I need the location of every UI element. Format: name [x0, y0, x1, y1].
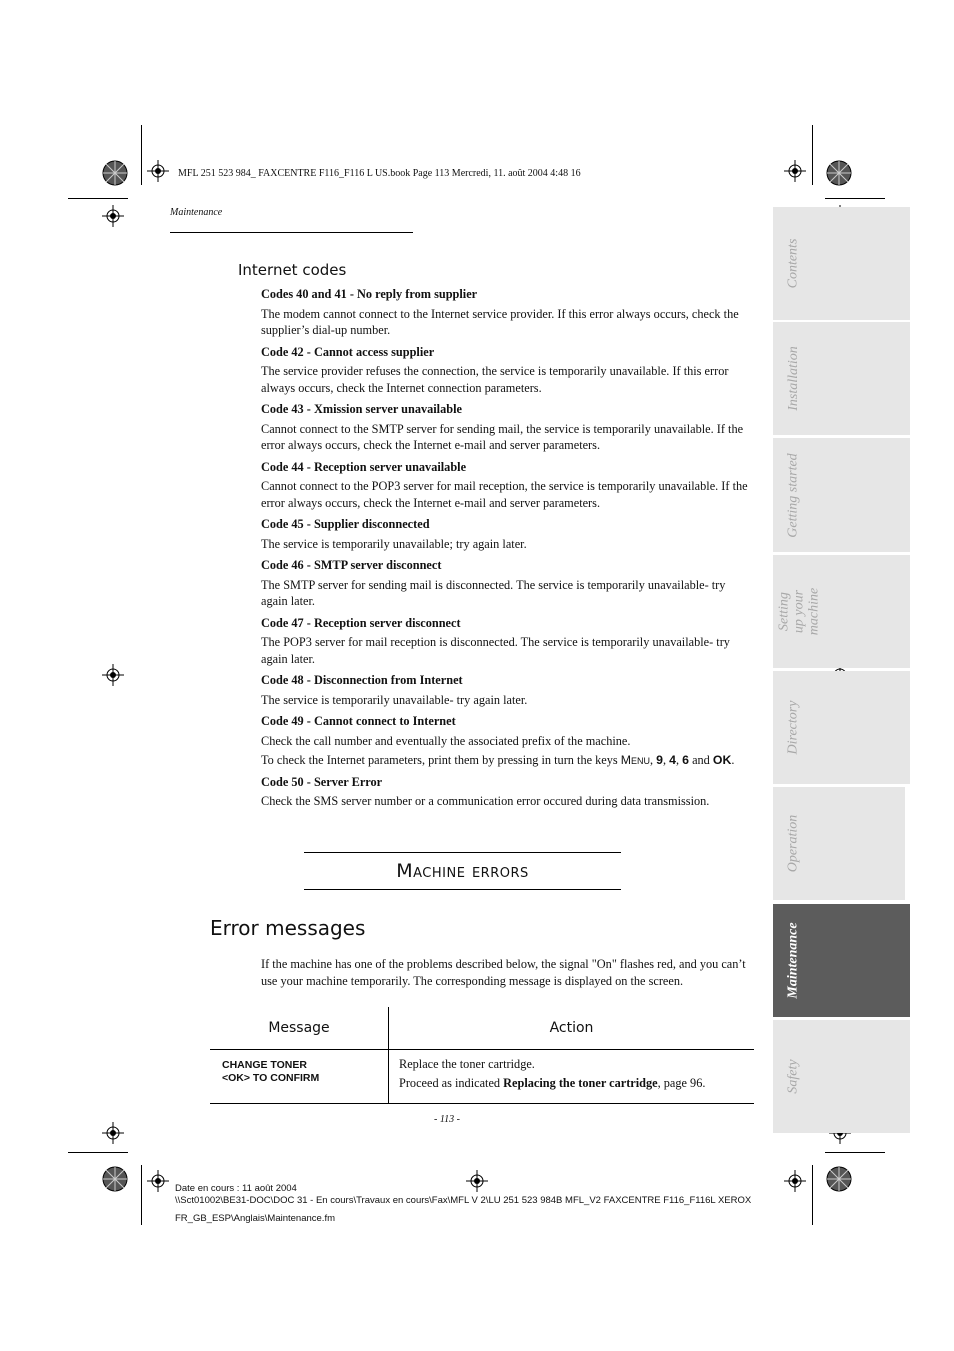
- crop-mark: [68, 198, 128, 199]
- code-entry: [261, 713, 754, 769]
- crop-mark: [825, 1152, 885, 1153]
- section-heading-internet-codes: Internet codes: [238, 261, 347, 279]
- message-line: CHANGE TONER: [222, 1059, 307, 1071]
- starburst-mark-icon: [826, 1166, 852, 1192]
- code-text: The service provider refuses the connection, the service is temporarily unavailable. If this error always occurs, check the Internet connection parameters.: [261, 364, 729, 395]
- code-title: Code 47 - Reception server disconnect: [261, 615, 461, 630]
- tab-operation[interactable]: Operation: [773, 787, 905, 900]
- code-text: The service is temporarily unavailable- try again later.: [261, 692, 528, 707]
- registration-target-icon: [102, 664, 124, 686]
- action-cell: [389, 1050, 755, 1104]
- tab-contents[interactable]: Contents: [773, 207, 910, 320]
- code-text: Check the SMS server number or a communication error occured during data transmission.: [261, 794, 710, 808]
- code-title: Code 50 - Server Error: [261, 774, 383, 789]
- chapter-header: Maintenance: [170, 207, 223, 218]
- key-4: 4: [669, 753, 676, 767]
- code-text: Cannot connect to the POP3 server for mail reception, the service is temporarily unavailable. If the error always occurs, check the Internet e-mail and server parameters.: [261, 479, 748, 510]
- crop-mark: [141, 1165, 142, 1225]
- book-info-header: MFL 251 523 984_ FAXCENTRE F116_F116 L US.book Page 113 Mercredi, 11. août 2004 4:48 16: [178, 168, 581, 179]
- section-title-machine-errors: Machine errors: [304, 852, 621, 890]
- table-row: [210, 1050, 754, 1104]
- footer-path: \\Sct01002\BE31-DOC\DOC 31 - En cours\Travaux en cours\Fax\MFL V 2\LU 251 523 984B MFL_V2 FAXCENTRE F116_F116L XEROX: [175, 1195, 752, 1206]
- heading-error-messages: Error messages: [210, 916, 366, 940]
- code-title: Code 43 - Xmission server unavailable: [261, 402, 462, 416]
- column-header-message: Message: [210, 1007, 389, 1050]
- action-line: Replace the toner cartridge.: [399, 1057, 535, 1071]
- code-text: The SMTP server for sending mail is disconnected. The service is temporarily unavailable- try again later.: [261, 577, 726, 608]
- code-title: Codes 40 and 41 - No reply from supplier: [261, 287, 478, 301]
- registration-target-icon: [147, 160, 169, 182]
- registration-target-icon: [102, 1122, 124, 1144]
- code-entry: [261, 672, 754, 708]
- registration-target-icon: [784, 1170, 806, 1192]
- code-title: Code 44 - Reception server unavailable: [261, 459, 467, 474]
- error-table: [210, 1007, 754, 1104]
- code-entry: [261, 401, 754, 454]
- key-6: 6: [682, 753, 689, 767]
- tab-maintenance[interactable]: Maintenance: [773, 904, 910, 1017]
- code-title: Code 42 - Cannot access supplier: [261, 344, 435, 359]
- tab-directory[interactable]: Directory: [773, 671, 910, 784]
- tab-getting-started[interactable]: Getting started: [773, 438, 910, 552]
- menu-key: Menu: [620, 753, 650, 767]
- column-header-action: Action: [389, 1007, 755, 1050]
- code-title: Code 46 - SMTP server disconnect: [261, 558, 442, 572]
- registration-target-icon: [784, 160, 806, 182]
- starburst-mark-icon: [102, 160, 128, 186]
- code-text: Check the call number and eventually the associated prefix of the machine.: [261, 733, 631, 748]
- code-text-keys: To check the Internet parameters, print them by pressing in turn the keys Menu, 9, 4, 6 and OK.: [261, 753, 735, 767]
- code-title: Code 48 - Disconnection from Internet: [261, 673, 463, 687]
- registration-target-icon: [147, 1170, 169, 1192]
- code-title: Code 45 - Supplier disconnected: [261, 517, 430, 531]
- action-line: Proceed as indicated Replacing the toner cartridge, page 96.: [399, 1076, 706, 1090]
- code-entry: [261, 557, 754, 610]
- error-intro-text: If the machine has one of the problems described below, the signal "On" flashes red, and you can’t use your machine temporarily. The corresponding message is displayed on the screen.: [261, 957, 746, 988]
- code-title: Code 49 - Cannot connect to Internet: [261, 714, 456, 728]
- crop-mark: [141, 125, 142, 185]
- code-entry: [261, 615, 754, 668]
- tab-setting-up[interactable]: Setting up your machine: [773, 555, 910, 668]
- starburst-mark-icon: [826, 160, 852, 186]
- code-text: Cannot connect to the SMTP server for sending mail, the service is temporarily unavailable. If the error always occurs, check the Internet e-mail and server parameters.: [261, 421, 744, 452]
- crop-mark: [812, 1165, 813, 1225]
- starburst-mark-icon: [102, 1166, 128, 1192]
- crop-mark: [812, 125, 813, 185]
- code-entry: [261, 344, 754, 397]
- registration-target-icon: [466, 1170, 488, 1192]
- code-entry: [261, 774, 754, 810]
- crop-mark: [68, 1152, 128, 1153]
- footer-file: FR_GB_ESP\Anglais\Maintenance.fm: [175, 1213, 335, 1224]
- message-cell: [210, 1050, 389, 1104]
- message-line: <OK> TO CONFIRM: [222, 1072, 320, 1084]
- internet-codes-list: [261, 286, 754, 815]
- registration-target-icon: [102, 205, 124, 227]
- code-text: The service is temporarily unavailable; try again later.: [261, 536, 527, 551]
- header-rule: [170, 232, 413, 233]
- page-number: - 113 -: [434, 1114, 460, 1125]
- code-entry: [261, 516, 754, 552]
- code-entry: [261, 286, 754, 339]
- code-text: The modem cannot connect to the Internet service provider. If this error always occurs, check the supplier’s dial-up number.: [261, 306, 739, 337]
- ok-key: OK: [712, 753, 732, 767]
- footer-date: Date en cours : 11 août 2004: [175, 1183, 297, 1194]
- code-text: The POP3 server for mail reception is disconnected. The service is temporarily unavailable- try again later.: [261, 635, 730, 666]
- tab-safety[interactable]: Safety: [773, 1020, 910, 1133]
- cross-reference-link[interactable]: Replacing the toner cartridge: [503, 1076, 658, 1090]
- crop-mark: [825, 198, 885, 199]
- code-entry: [261, 459, 754, 512]
- tab-installation[interactable]: Installation: [773, 322, 910, 435]
- key-9: 9: [656, 753, 663, 767]
